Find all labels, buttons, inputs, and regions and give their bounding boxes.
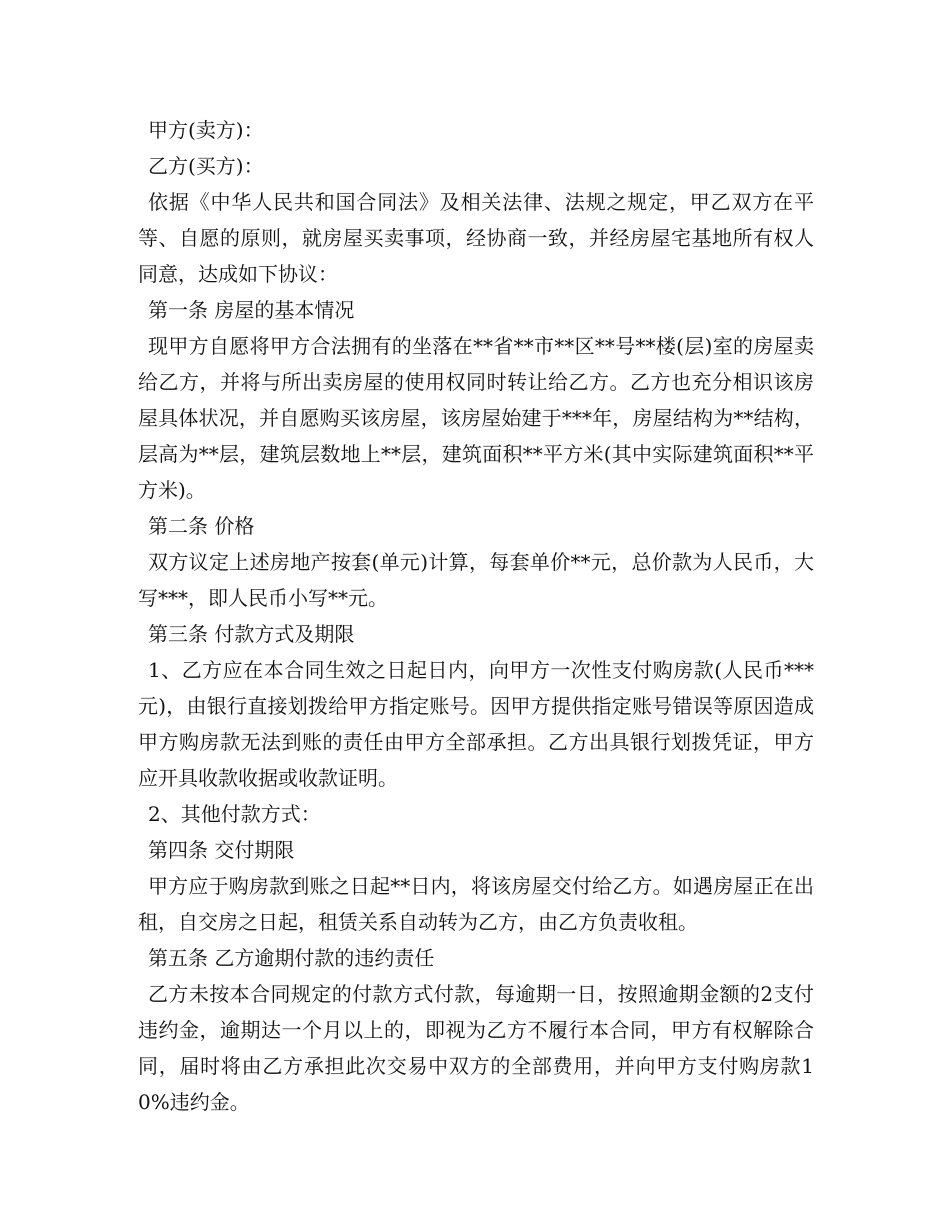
article-4-body: 甲方应于购房款到账之日起**日内，将该房屋交付给乙方。如遇房屋正在出租，自交房之日起，租赁关系自动转为乙方，由乙方负责收租。 (138, 874, 814, 934)
article-5-heading: 第五条 乙方逾期付款的违约责任 (148, 946, 435, 970)
preamble-paragraph: 依据《中华人民共和国合同法》及相关法律、法规之规定，甲乙双方在平等、自愿的原则，就房屋买卖事项，经协商一致，并经房屋宅基地所有权人同意，达成如下协议： (138, 190, 814, 286)
contract-document (138, 112, 814, 1120)
article-1-heading: 第一条 房屋的基本情况 (148, 298, 355, 322)
article-4-heading: 第四条 交付期限 (148, 838, 295, 862)
article-5-body: 乙方未按本合同规定的付款方式付款，每逾期一日，按照逾期金额的2支付违约金，逾期达一个月以上的，即视为乙方不履行本合同，甲方有权解除合同，届时将由乙方承担此次交易中双方的全部费用，并向甲方支付购房款10%违约金。 (138, 982, 814, 1114)
seller-party-line: 甲方(卖方)： (148, 118, 264, 142)
article-1-body: 现甲方自愿将甲方合法拥有的坐落在**省**市**区**号**楼(层)室的房屋卖给乙方，并将与所出卖房屋的使用权同时转让给乙方。乙方也充分相识该房屋具体状况，并自愿购买该房屋，该房屋始建于***年，房屋结构为**结构，层高为**层，建筑层数地上**层，建筑面积**平方米(其中实际建筑面积**平方米)。 (138, 334, 814, 502)
article-2-heading: 第二条 价格 (148, 514, 255, 538)
article-3-heading: 第三条 付款方式及期限 (148, 622, 355, 646)
article-2-body: 双方议定上述房地产按套(单元)计算，每套单价**元，总价款为人民币，大写***，即人民币小写**元。 (138, 550, 814, 610)
buyer-party-line: 乙方(买方)： (148, 154, 264, 178)
article-3-clause-1: 1、乙方应在本合同生效之日起日内，向甲方一次性支付购房款(人民币***元)，由银行直接划拨给甲方指定账号。因甲方提供指定账号错误等原因造成甲方购房款无法到账的责任由甲方全部承担。乙方出具银行划拨凭证，甲方应开具收款收据或收款证明。 (138, 658, 814, 790)
article-3-clause-2: 2、其他付款方式： (148, 802, 321, 826)
